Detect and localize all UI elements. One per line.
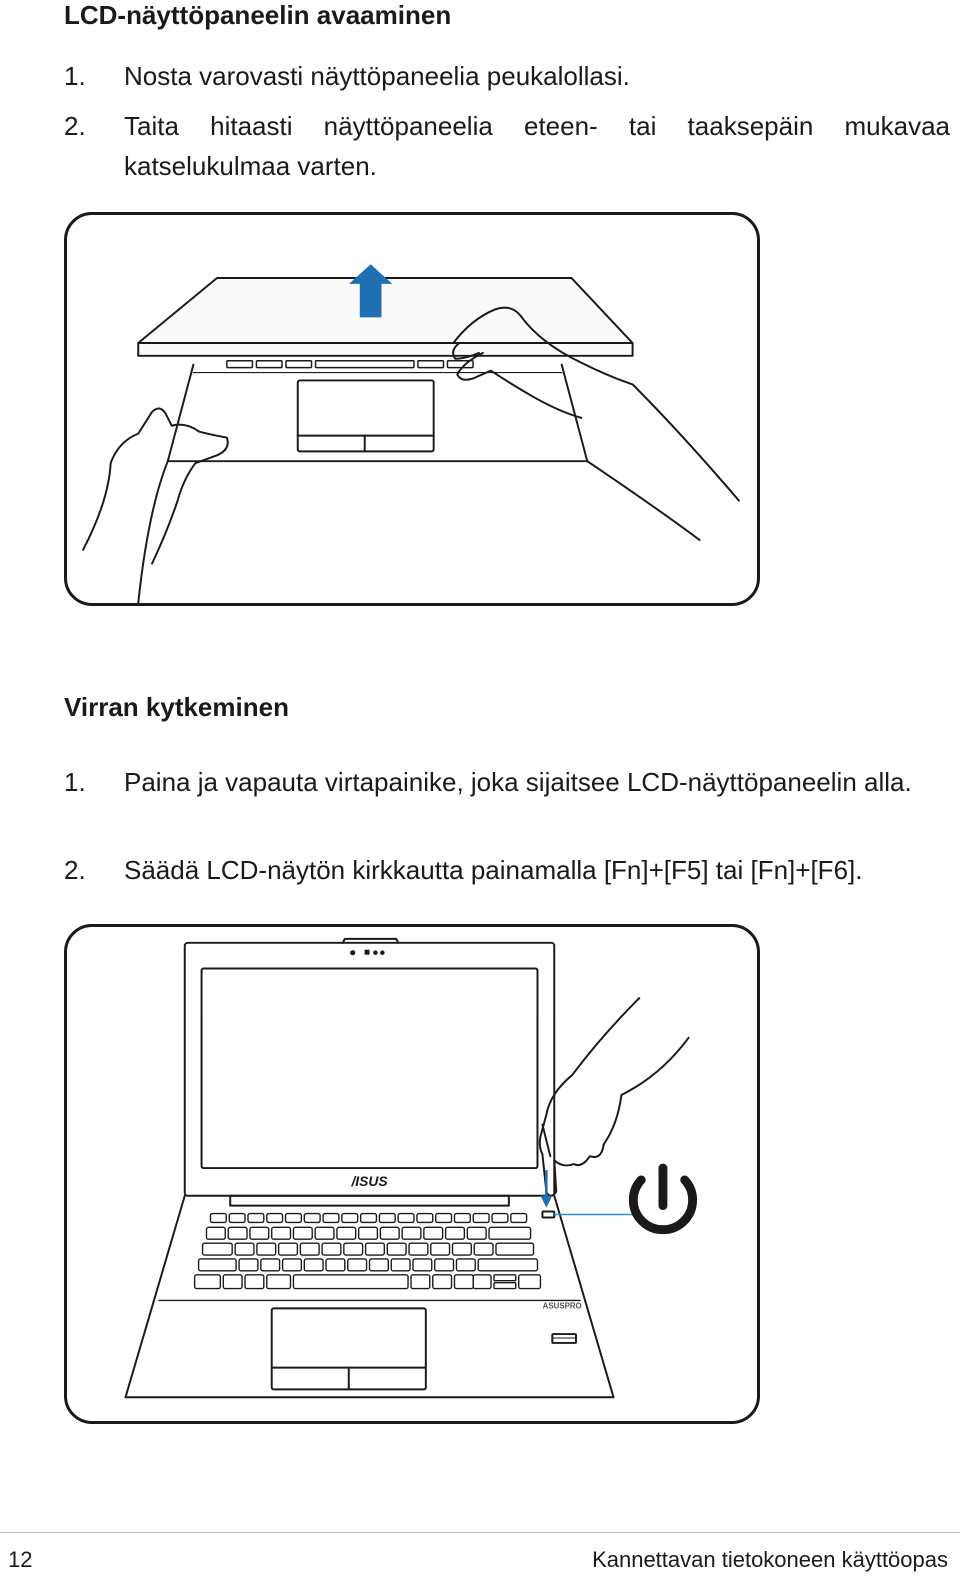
- page-number: 12: [8, 1547, 33, 1572]
- screen-logo: /ISUS: [351, 1172, 388, 1189]
- power-button: [542, 1212, 554, 1218]
- palmrest-label: ASUSPRO: [542, 1301, 582, 1311]
- key-row-3: [203, 1243, 534, 1255]
- step-number: 2.: [64, 111, 86, 141]
- illustration-open-lid: [64, 212, 760, 606]
- key-row-5: [195, 1275, 541, 1289]
- laptop-lid: [138, 278, 632, 356]
- step-text: Nosta varovasti näyttöpaneelia peukalollasi.: [124, 61, 630, 91]
- power-icon: [633, 1168, 692, 1230]
- lcd-screen: [202, 968, 538, 1168]
- key-row-2: [206, 1227, 530, 1239]
- step-number: 2.: [64, 855, 86, 885]
- laptop-lid-opening-drawing: [67, 215, 757, 603]
- laptop-power-drawing: [67, 927, 757, 1421]
- step-text: Paina ja vapauta virtapainike, joka sijaitsee LCD-näyttöpaneelin alla.: [124, 767, 912, 797]
- open-step-1: [64, 56, 950, 96]
- document-title: Kannettavan tietokoneen käyttöopas: [592, 1547, 948, 1572]
- step-text: Taita hitaasti näyttöpaneelia eteen- tai taaksepäin mukavaa katselukulmaa varten.: [124, 111, 950, 181]
- illustration-power-button: [64, 924, 760, 1424]
- key-row-1: [210, 1214, 526, 1223]
- laptop-lid: [185, 943, 555, 1196]
- keyboard: [195, 1214, 541, 1289]
- section-heading-open-lcd: LCD-näyttöpaneelin avaaminen: [64, 0, 452, 30]
- power-step-2: [64, 850, 950, 890]
- open-step-2: [64, 106, 950, 186]
- press-arrow-icon: [540, 1170, 552, 1208]
- footer-divider: [0, 1532, 960, 1533]
- step-number: 1.: [64, 767, 86, 797]
- laptop-base: [168, 365, 588, 462]
- step-text: Säädä LCD-näytön kirkkautta painamalla [Fn]+[F5] tai [Fn]+[F6].: [124, 855, 863, 885]
- section-heading-power-on: Virran kytkeminen: [64, 692, 289, 722]
- power-step-1: [64, 762, 950, 802]
- key-row-4: [199, 1259, 538, 1271]
- left-hand: [83, 408, 228, 563]
- step-number: 1.: [64, 61, 86, 91]
- key-row: [227, 361, 473, 368]
